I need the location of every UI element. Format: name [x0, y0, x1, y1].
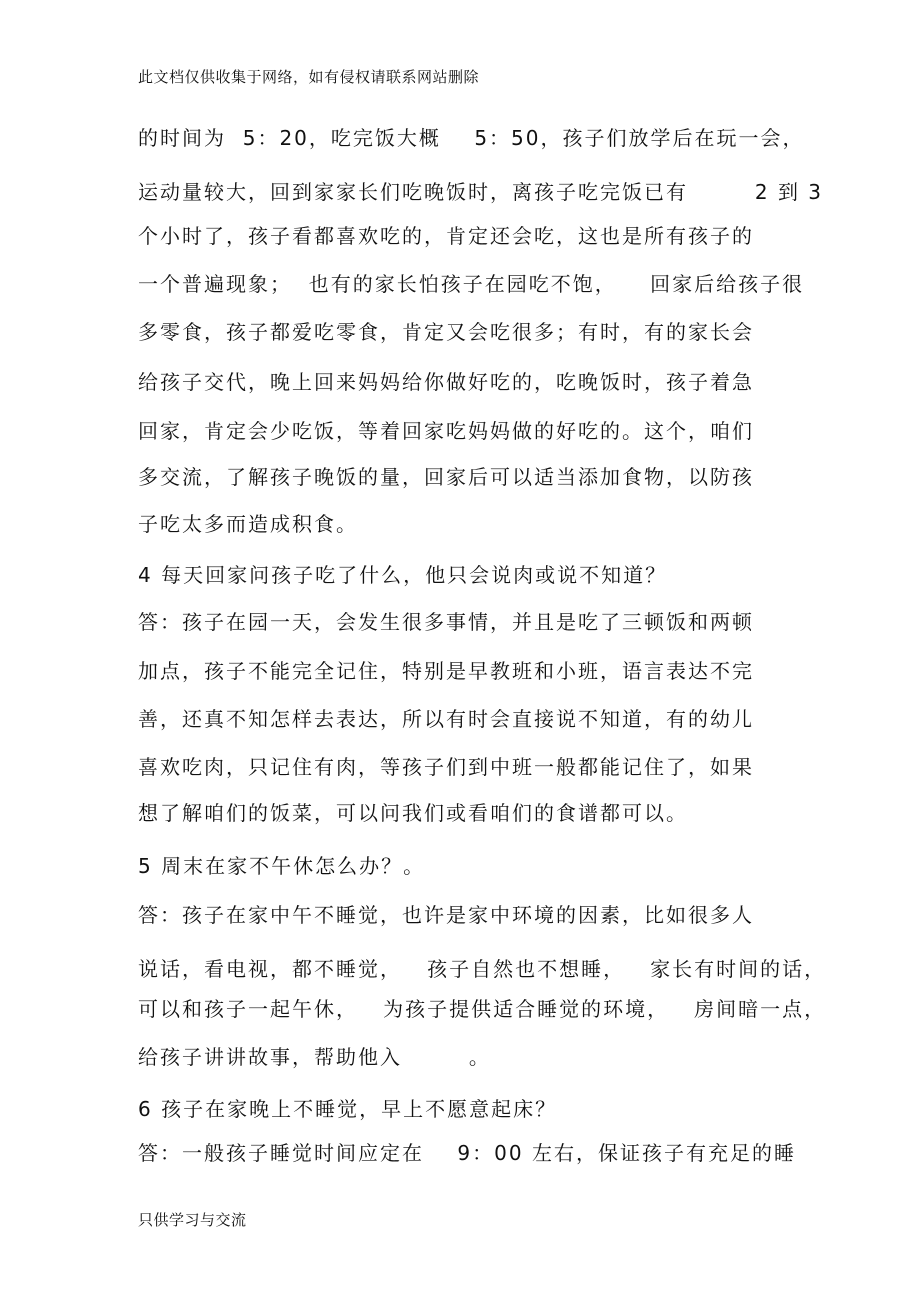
text-line: 多交流，了解孩子晚饭的量，回家后可以适当添加食物，以防孩 [138, 465, 754, 489]
text-line: 个小时了，孩子看都喜欢吃的，肯定还会吃，这也是所有孩子的 [138, 224, 754, 248]
text-line: 给孩子交代，晚上回来妈妈给你做好吃的，吃晚饭时，孩子着急 [138, 370, 754, 394]
text-line: 回家，肯定会少吃饭，等着回家吃妈妈做的好吃的。这个，咱们 [138, 419, 754, 443]
text-line: 善，还真不知怎样去表达，所以有时会直接说不知道，有的幼儿 [138, 707, 754, 731]
text-line: 想了解咱们的饭菜，可以问我们或看咱们的食谱都可以。 [138, 801, 688, 825]
question-heading: 6 孩子在家晚上不睡觉，早上不愿意起床？ [138, 1097, 558, 1121]
text-line: 一个普遍现象； 也有的家长怕孩子在园吃不饱， 回家后给孩子很 [138, 272, 805, 296]
text-line: 答：孩子在家中午不睡觉，也许是家中环境的因素，比如很多人 [138, 903, 754, 927]
question-heading: 4 每天回家问孩子吃了什么，他只会说肉或说不知道？ [138, 563, 668, 587]
text-line: 喜欢吃肉，只记住有肉，等孩子们到中班一般都能记住了，如果 [138, 755, 754, 779]
question-heading: 5 周末在家不午休怎么办？。 [138, 854, 426, 878]
text-line: 的时间为 5：20，吃完饭大概 5：50，孩子们放学后在玩一会， [138, 126, 805, 150]
text-line: 运动量较大，回到家家长们吃晚饭时，离孩子吃完饭已有 2 到 3 [138, 180, 824, 204]
page-header: 此文档仅供收集于网络，如有侵权请联系网站删除 [138, 68, 480, 86]
text-line: 说话，看电视，都不睡觉， 孩子自然也不想睡， 家长有时间的话， [138, 957, 827, 981]
text-line: 答：孩子在园一天，会发生很多事情，并且是吃了三顿饭和两顿 [138, 610, 754, 634]
text-line: 加点，孩子不能完全记住，特别是早教班和小班，语言表达不完 [138, 659, 754, 683]
text-line: 多零食，孩子都爱吃零食，肯定又会吃很多；有时，有的家长会 [138, 320, 754, 344]
text-line: 给孩子讲讲故事，帮助他入 。 [138, 1045, 491, 1069]
page-footer: 只供学习与交流 [138, 1211, 247, 1229]
text-line: 可以和孩子一起午休， 为孩子提供适合睡觉的环境， 房间暗一点， [138, 997, 827, 1021]
text-line: 子吃太多而造成积食。 [138, 512, 358, 536]
text-line: 答：一般孩子睡觉时间应定在 9：00 左右，保证孩子有充足的睡 [138, 1141, 796, 1165]
